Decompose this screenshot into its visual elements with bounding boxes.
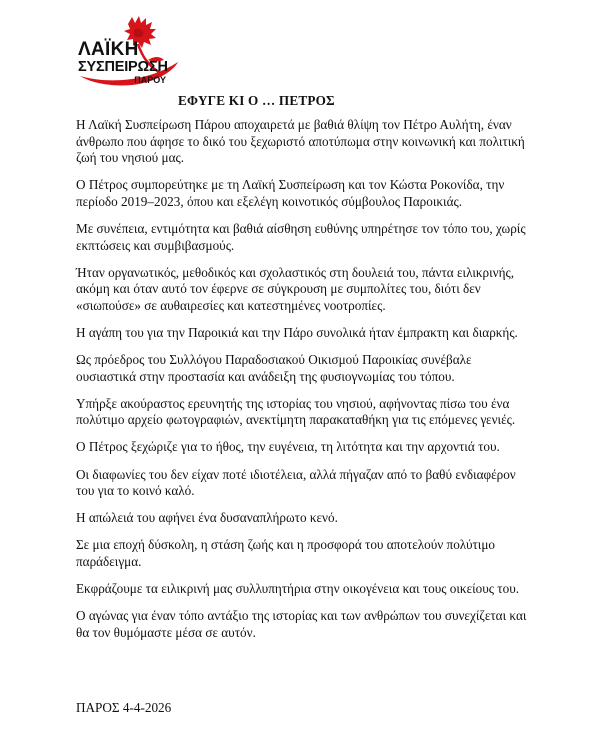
logo-text <box>78 40 170 85</box>
paragraph: Η Λαϊκή Συσπείρωση Πάρου αποχαιρετά με βαθιά θλίψη τον Πέτρο Αυλήτη, έναν άνθρωπο που άφησε το δικό του ξεχωριστό αποτύπωμα στην κοινωνική και πολιτική ζωή του νησιού μας. <box>76 117 525 166</box>
logo-line-2: ΣΥΣΠΕΙΡΩΣΗ <box>78 59 168 75</box>
paragraph: Υπήρξε ακούραστος ερευνητής της ιστορίας του νησιού, αφήνοντας πίσω του ένα πολύτιμο αρχείο φωτογραφιών, ανεκτίμητη παρακαταθήκη για τις επόμενες γενιές. <box>76 395 516 428</box>
paragraph: Η απώλειά του αφήνει ένα δυσαναπλήρωτο κενό. <box>76 510 338 526</box>
place-and-date: ΠΑΡΟΣ 4-4-2026 <box>76 700 172 715</box>
paragraph: Σε μια εποχή δύσκολη, η στάση ζωής και η προσφορά του αποτελούν πολύτιμο παράδειγμα. <box>76 537 495 569</box>
paragraph: Ως πρόεδρος του Συλλόγου Παραδοσιακού Οικισμού Παροικίας συνέβαλε ουσιαστικά στην προστασία και ανάδειξη της φυσιογνωμίας του τόπου. <box>76 352 472 384</box>
paragraph: Οι διαφωνίες του δεν είχαν ποτέ ιδιοτέλεια, αλλά πήγαζαν από το βαθύ ενδιαφέρον του για το κοινό καλό. <box>76 466 516 499</box>
document-body <box>76 117 528 652</box>
paragraph: Ο Πέτρος ξεχώριζε για το ήθος, την ευγένεια, τη λιτότητα και την αρχοντιά του. <box>76 439 500 455</box>
logo-line-1: ΛΑΪΚΗ <box>78 39 139 60</box>
party-logo <box>78 14 188 86</box>
paragraph: Ήταν οργανωτικός, μεθοδικός και σχολαστικός στη δουλειά του, πάντα ειλικρινής, ακόμη και όταν αυτό τον έφερνε σε σύγκρουση με συμπολίτες του, διότι δεν «σιωπούσε» σε αυθαιρεσίες και κατεστημένες νοοτροπίες. <box>76 264 515 313</box>
paragraph: Η αγάπη του για την Παροικιά και την Πάρο συνολικά ήταν έμπρακτη και διαρκής. <box>76 324 518 340</box>
document-title: ΕΦΥΓΕ ΚΙ Ο … ΠΕΤΡΟΣ <box>178 93 335 108</box>
paragraph: Εκφράζουμε τα ειλικρινή μας συλλυπητήρια στην οικογένεια και τους οικείους του. <box>76 580 520 596</box>
logo-line-3: ΠΑΡΟΥ <box>134 74 166 85</box>
paragraph: Ο Πέτρος συμπορεύτηκε με τη Λαϊκή Συσπείρωση και τον Κώστα Ροκονίδα, την περίοδο 2019–2023, όπου και εξελέγη κοινοτικός σύμβουλος Παροικιάς. <box>76 177 505 209</box>
paragraph: Με συνέπεια, εντιμότητα και βαθιά αίσθηση ευθύνης υπηρέτησε τον τόπο του, χωρίς εκπτώσεις και συμβιβασμούς. <box>76 220 526 253</box>
paragraph: Ο αγώνας για έναν τόπο αντάξιο της ιστορίας και των ανθρώπων του συνεχίζεται και θα τον θυμόμαστε μέσα σε αυτόν. <box>76 608 527 640</box>
